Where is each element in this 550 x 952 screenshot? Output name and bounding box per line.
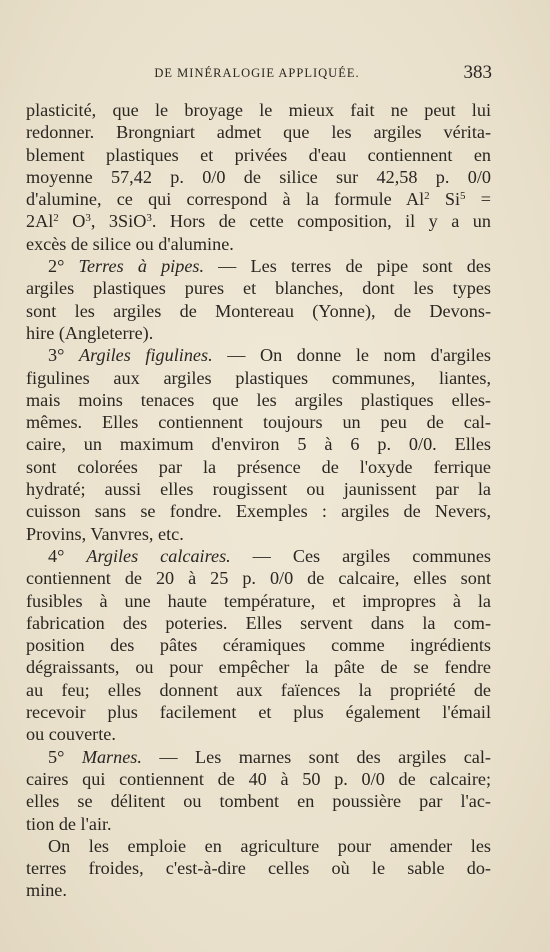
text-line: caire, un maximum d'environ 5 à 6 p. 0/0. Elles	[26, 434, 491, 455]
text-fragment: , 3SiO	[90, 211, 147, 232]
text-line: plasticité, que le broyage le mieux fait ne peut lui	[26, 100, 491, 120]
section-title: Argiles figulines.	[78, 345, 213, 366]
text-line: hydraté; aussi elles rougissent ou jaunissent par la	[26, 479, 491, 500]
text-fragment: — Les marnes sont des argiles cal-	[141, 746, 491, 767]
section-heading-line	[26, 344, 491, 366]
page-header	[22, 62, 492, 86]
text-line: moyenne 57,42 p. 0/0 de silice sur 42,58 p. 0/0	[26, 166, 491, 187]
running-title: DE MINÉRALOGIE APPLIQUÉE.	[154, 66, 360, 80]
text-fragment: Si	[429, 189, 461, 210]
section-number: 3°	[48, 345, 79, 366]
text-line: sont les argiles de Montereau (Yonne), de Devons-	[26, 300, 491, 321]
text-line: cuisson sans se fondre. Exemples : argiles de Nevers,	[26, 501, 491, 522]
text-line: fabrication des poteries. Elles servent dans la com-	[26, 612, 491, 633]
text-line: hire (Angleterre).	[26, 322, 154, 343]
text-line: argiles plastiques pures et blanches, dont les types	[26, 278, 491, 299]
section-heading-line	[26, 255, 491, 277]
text-line: ou couverte.	[26, 724, 116, 745]
superscript: 2	[424, 190, 430, 203]
section-title: Terres à pipes.	[78, 256, 205, 277]
superscript: 5	[460, 190, 466, 203]
text-fragment: O	[58, 211, 86, 232]
text-line: dégraissants, ou pour empêcher la pâte de se fendre	[26, 657, 491, 678]
text-line: mine.	[26, 880, 67, 901]
text-line	[26, 210, 491, 232]
superscript: 3	[146, 212, 152, 225]
text-line: terres froides, c'est-à-dire celles où le sable do-	[26, 858, 491, 879]
text-fragment: d'alumine, ce qui correspond à la formule Al	[26, 189, 425, 210]
text-line: recevoir plus facilement et plus également l'émail	[26, 702, 491, 723]
text-line: On les emploie en agriculture pour amender les	[48, 835, 491, 856]
section-heading-line	[26, 746, 491, 768]
text-line: blement plastiques et privées d'eau contiennent en	[26, 144, 491, 165]
section-title: Argiles calcaires.	[86, 545, 231, 566]
superscript: 2	[53, 212, 59, 225]
text-line	[26, 188, 491, 210]
text-line: mêmes. Elles contiennent toujours un peu de cal-	[26, 412, 491, 433]
text-fragment: — On donne le nom d'argiles	[212, 345, 491, 366]
text-line: contiennent de 20 à 25 p. 0/0 de calcaire, elles sont	[26, 568, 491, 589]
text-line: redonner. Brongniart admet que les argiles vérita-	[26, 122, 491, 143]
body-text	[26, 99, 491, 902]
text-line: figulines aux argiles plastiques communes, liantes,	[26, 367, 491, 388]
text-line: sont colorées par la présence de l'oxyde ferrique	[26, 456, 491, 477]
page-number: 383	[463, 62, 492, 83]
section-number: 5°	[48, 746, 82, 767]
text-line: au feu; elles donnent aux faïences la propriété de	[26, 679, 491, 700]
text-line: excès de silice ou d'alumine.	[26, 233, 234, 254]
text-line: elles se délitent ou tombent en poussière par l'ac-	[26, 791, 491, 812]
section-title: Marnes.	[81, 746, 142, 767]
text-fragment: . Hors de cette composition, il y a un	[151, 211, 491, 232]
text-line: tion de l'air.	[26, 813, 112, 834]
text-line: mais moins tenaces que les argiles plastiques elles-	[26, 389, 491, 410]
text-line: caires qui contiennent de 40 à 50 p. 0/0 de calcaire;	[26, 768, 491, 789]
section-number: 4°	[48, 545, 87, 566]
text-fragment: =	[465, 189, 492, 210]
section-heading-line	[26, 545, 491, 567]
text-fragment: 2Al	[26, 211, 54, 232]
text-line: Provins, Vanvres, etc.	[26, 523, 184, 544]
text-fragment: — Ces argiles communes	[230, 545, 492, 566]
text-line: position des pâtes céramiques comme ingrédients	[26, 635, 491, 656]
text-line: fusibles à une haute température, et impropres à la	[26, 590, 491, 611]
superscript: 3	[85, 212, 91, 225]
text-fragment: — Les terres de pipe sont des	[204, 256, 491, 277]
section-number: 2°	[48, 256, 79, 277]
